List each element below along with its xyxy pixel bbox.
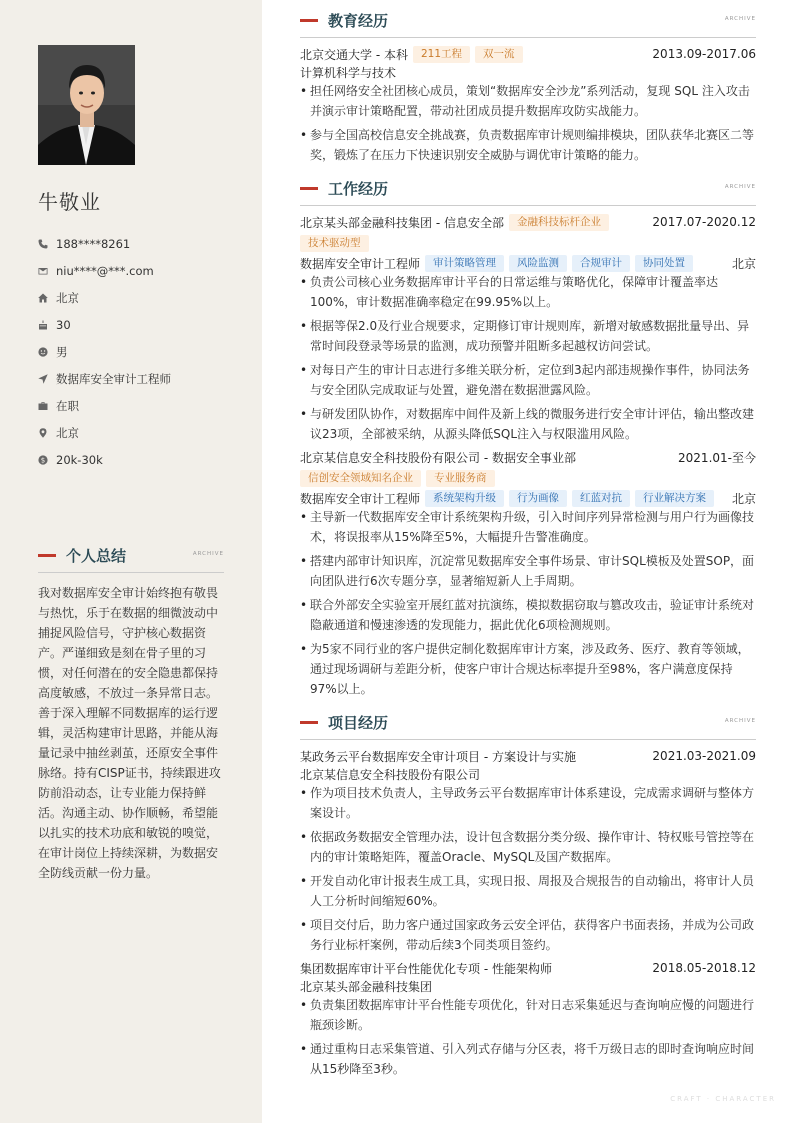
job-date: 2017.07-2020.12 (652, 215, 756, 229)
summary-tag: ARCHIVE (192, 551, 224, 557)
skill-badge: 合规审计 (572, 255, 630, 272)
company-badge: 信创安全领域知名企业 (300, 470, 421, 487)
cake-icon (38, 318, 56, 332)
info-gender (38, 338, 238, 365)
send-icon (38, 372, 56, 386)
list-item: • 负责公司核心业务数据库审计平台的日常运维与策略优化，保障审计覆盖率达100%，审计数据准确率稳定在99.95%以上。 (300, 272, 756, 312)
project-entry (300, 747, 756, 955)
project-bullets (300, 783, 756, 955)
list-item: • 搭建内部审计知识库，沉淀常见数据库安全事件场景、审计SQL模板及处置SOP，面向团队进行6次专题分享，显著缩短新人上手周期。 (300, 551, 756, 591)
mail-icon (38, 264, 56, 278)
job-date: 2021.01-至今 (678, 450, 756, 465)
main-content (300, 10, 756, 1083)
list-item: • 主导新一代数据库安全审计系统架构升级，引入时间序列异常检测与用户行为画像技术，将误报率从15%降至5%，大幅提升告警准确度。 (300, 507, 756, 547)
info-hometown-text: 北京 (56, 290, 79, 305)
skill-badge: 风险监测 (509, 255, 567, 272)
info-email-text: niu****@***.com (56, 263, 154, 278)
company-extra-badges (295, 469, 756, 487)
info-city-text: 北京 (56, 425, 79, 440)
education-date: 2013.09-2017.06 (652, 47, 756, 61)
phone-icon (38, 237, 56, 251)
project-date: 2018.05-2018.12 (652, 961, 756, 975)
project-head (300, 959, 756, 977)
job-entry (300, 213, 756, 444)
info-phone-text: 188****8261 (56, 236, 131, 251)
list-item: • 对每日产生的审计日志进行多维关联分析，定位到3起内部违规操作事件，协同法务与安全团队完成取证与处置，避免潜在数据泄露风险。 (300, 360, 756, 400)
info-city (38, 419, 238, 446)
info-salary-text: 20k-30k (56, 452, 103, 467)
company-badge: 技术驱动型 (300, 235, 369, 252)
info-position (38, 365, 238, 392)
job-head (300, 448, 756, 466)
info-age (38, 311, 238, 338)
sidebar (0, 0, 262, 1123)
project-date: 2021.03-2021.09 (652, 749, 756, 763)
company-name: 北京某头部金融科技集团 - 信息安全部 (300, 215, 504, 230)
summary-section (38, 545, 224, 883)
project-org: 北京某信息安全科技股份有限公司 (300, 767, 481, 782)
job-role: 数据库安全审计工程师 (300, 491, 421, 506)
major: 计算机科学与技术 (300, 65, 397, 80)
list-item: • 开发自动化审计报表生成工具，实现日报、周报及合规报告的自动输出，将审计人员人工分析时间缩短60%。 (300, 871, 756, 911)
skill-badge: 红蓝对抗 (572, 490, 630, 507)
list-item: • 联合外部安全实验室开展红蓝对抗演练，模拟数据窃取与篡改攻击，验证审计系统对隐蔽通道和慢速渗透的发现能力，据此优化6项检测规则。 (300, 595, 756, 635)
education-entry-head (300, 45, 756, 63)
info-status (38, 392, 238, 419)
contact-info (38, 230, 238, 473)
section-divider (300, 205, 756, 206)
project-name: 集团数据库审计平台性能优化专项 - 性能架构师 (300, 961, 552, 976)
work-section (300, 178, 756, 699)
skill-badge: 协同处置 (635, 255, 693, 272)
job-role-row (300, 254, 756, 272)
project-head (300, 747, 756, 765)
school-badge: 211工程 (413, 46, 470, 63)
list-item: • 项目交付后，助力客户通过国家政务云安全评估，获得客户书面表扬，并成为公司政务行业标杆案例，带动后续3个同类项目签约。 (300, 915, 756, 955)
list-item: • 作为项目技术负责人，主导政务云平台数据库审计体系建设，完成需求调研与整体方案设计。 (300, 783, 756, 823)
summary-text: 我对数据库安全审计始终抱有敬畏与热忱，乐于在数据的细微波动中捕捉风险信号，守护核心数据资产。严谨细致是刻在骨子里的习惯，对任何潜在的安全隐患都保持高度敏感，不放过一条异常日志。善于深入理解不同数据库的运行逻辑，灵活构建审计思路，并能从海量记录中抽丝剥茧，还原安全事件脉络。持有CISP证书，持续跟进攻防前沿动态，让专业能力保持鲜活。沟通主动、协作顺畅，希望能以扎实的技术功底和敏锐的嗅觉，在审计岗位上持续深耕，为数据安全防线贡献一份力量。 (38, 586, 221, 880)
list-item: • 与研发团队协作，对数据库中间件及新上线的微服务进行安全审计评估，输出整改建议23项，全部被采纳，从源头降低SQL注入与权限滥用风险。 (300, 404, 756, 444)
skill-badge: 系统架构升级 (425, 490, 504, 507)
list-item: • 参与全国高校信息安全挑战赛，负责数据库审计规则编排模块，团队获华北赛区二等奖，锻炼了在压力下快速识别安全威胁与调优审计策略的能力。 (300, 125, 756, 165)
section-divider (300, 37, 756, 38)
school-badge: 双一流 (475, 46, 523, 63)
home-icon (38, 291, 56, 305)
list-item: • 通过重构日志采集管道、引入列式存储与分区表，将千万级日志的即时查询响应时间从15秒降至3秒。 (300, 1039, 756, 1079)
company-extra-badges (295, 234, 756, 252)
education-tag: ARCHIVE (724, 16, 756, 22)
job-entry (300, 448, 756, 699)
project-name: 某政务云平台数据库安全审计项目 - 方案设计与实施 (300, 749, 576, 764)
project-org: 北京某头部金融科技集团 (300, 979, 433, 994)
list-item: • 为5家不同行业的客户提供定制化数据库审计方案，涉及政务、医疗、教育等领域，通过现场调研与差距分析，使客户审计合规达标率提升至98%，客户满意度保持97%以上。 (300, 639, 756, 699)
money-icon (38, 453, 56, 467)
job-bullets (300, 507, 756, 699)
education-title: 教育经历 (328, 11, 389, 30)
candidate-name: 牛敬业 (38, 190, 101, 214)
skill-badge: 审计策略管理 (425, 255, 504, 272)
info-phone (38, 230, 238, 257)
education-bullets (300, 81, 756, 165)
work-title: 工作经历 (328, 179, 389, 198)
school-name: 北京交通大学 - 本科 (300, 47, 408, 62)
watermark: CRAFT · CHARACTER (670, 1095, 776, 1103)
company-name: 北京某信息安全科技股份有限公司 - 数据安全事业部 (300, 450, 576, 465)
work-tag: ARCHIVE (724, 184, 756, 190)
section-divider (38, 572, 224, 573)
info-hometown (38, 284, 238, 311)
summary-header (38, 545, 224, 565)
section-accent-bar (300, 721, 318, 724)
section-divider (300, 739, 756, 740)
projects-header (300, 712, 756, 732)
job-bullets (300, 272, 756, 444)
education-header (300, 10, 756, 30)
projects-tag: ARCHIVE (724, 718, 756, 724)
info-age-text: 30 (56, 317, 71, 332)
job-role-row (300, 489, 756, 507)
skill-badge: 行为画像 (509, 490, 567, 507)
svg-text:$: $ (40, 456, 46, 464)
section-accent-bar (38, 554, 56, 557)
list-item: • 担任网络安全社团核心成员，策划“数据库安全沙龙”系列活动，复现 SQL 注入攻击并演示审计策略配置，带动社团成员提升数据库攻防实战能力。 (300, 81, 756, 121)
job-city: 北京 (731, 491, 756, 506)
project-entry (300, 959, 756, 1079)
info-status-text: 在职 (56, 398, 79, 413)
list-item: • 负责集团数据库审计平台性能专项优化，针对日志采集延迟与查询响应慢的问题进行瓶颈诊断。 (300, 995, 756, 1035)
info-gender-text: 男 (56, 344, 68, 359)
company-badge: 金融科技标杆企业 (509, 214, 609, 231)
section-accent-bar (300, 187, 318, 190)
job-city: 北京 (731, 256, 756, 271)
work-header (300, 178, 756, 198)
job-role: 数据库安全审计工程师 (300, 256, 421, 271)
projects-title: 项目经历 (328, 713, 389, 732)
list-item: • 根据等保2.0及行业合规要求，定期修订审计规则库，新增对敏感数据批量导出、异常时间段登录等场景的监测，成功预警并阻断多起越权访问尝试。 (300, 316, 756, 356)
briefcase-icon (38, 399, 56, 413)
skill-badge: 行业解决方案 (635, 490, 714, 507)
info-salary (38, 446, 238, 473)
smile-icon (38, 345, 56, 359)
job-head (300, 213, 756, 231)
education-section (300, 10, 756, 165)
profile-photo (38, 45, 135, 165)
info-email (38, 257, 238, 284)
info-position-text: 数据库安全审计工程师 (56, 371, 171, 386)
company-badge: 专业服务商 (426, 470, 495, 487)
project-bullets (300, 995, 756, 1079)
list-item: • 依据政务数据安全管理办法，设计包含数据分类分级、操作审计、特权账号管控等在内的审计策略矩阵，覆盖Oracle、MySQL及国产数据库。 (300, 827, 756, 867)
projects-section (300, 712, 756, 1079)
location-icon (38, 426, 56, 440)
section-accent-bar (300, 19, 318, 22)
summary-title: 个人总结 (66, 546, 127, 565)
